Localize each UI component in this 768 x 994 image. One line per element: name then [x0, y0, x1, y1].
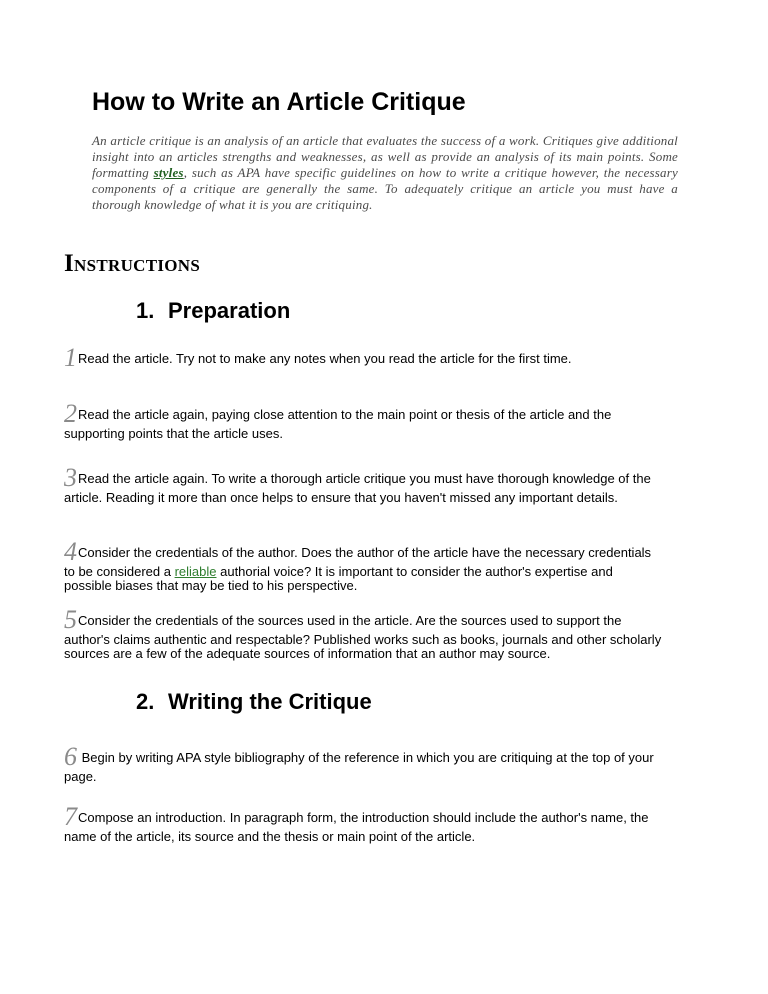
- section-heading-writing: [136, 689, 372, 715]
- step-1: [64, 345, 664, 371]
- instructions-rest: NSTRUCTIONS: [74, 256, 201, 275]
- instructions-heading: [64, 250, 200, 278]
- step-3: [64, 465, 664, 505]
- styles-link[interactable]: styles: [153, 165, 184, 180]
- intro-text-before: An article critique is an analysis of an article that evaluates the success of a work. Critiques give additional insight into an articles strengths and weaknesses, as well as provide an analysis of its main points. Some formatting: [92, 133, 678, 180]
- step-text: Read the article. Try not to make any notes when you read the article for the first time.: [78, 351, 572, 366]
- section-number: 1.: [136, 298, 155, 323]
- step-number: 6: [64, 742, 77, 771]
- step-number: 7: [64, 802, 77, 831]
- section-number: 2.: [136, 689, 155, 714]
- step-text: Begin by writing APA style bibliography of the reference in which you are critiquing at the top of your page.: [64, 750, 654, 784]
- step-6: [64, 744, 664, 784]
- step-text-after: authorial voice? It is important to consider the author's expertise and possible biases that may be tied to his perspective.: [64, 564, 613, 593]
- step-number: 5: [64, 605, 77, 634]
- step-number: 1: [64, 343, 77, 372]
- intro-paragraph: [92, 133, 678, 213]
- step-7: [64, 804, 664, 844]
- step-number: 4: [64, 537, 77, 566]
- page-title: How to Write an Article Critique: [92, 88, 466, 116]
- section-title: Writing the Critique: [168, 689, 372, 714]
- step-2: [64, 401, 664, 441]
- section-title: Preparation: [168, 298, 291, 323]
- reliable-link[interactable]: reliable: [174, 564, 217, 579]
- step-number: 3: [64, 463, 77, 492]
- intro-text-after: , such as APA have specific guidelines on how to write a critique however, the necessary components of a critique are generally the same. To adequately critique an article you must have a thorough knowledge of what it is you are critiquing.: [92, 165, 678, 212]
- step-text: Read the article again. To write a thorough article critique you must have thorough knowledge of the article. Reading it more than once helps to ensure that you haven't missed any important details.: [64, 471, 651, 505]
- step-text: Read the article again, paying close attention to the main point or thesis of the article and the supporting points that the article uses.: [64, 407, 612, 441]
- step-number: 2: [64, 399, 77, 428]
- instructions-initial: I: [64, 250, 75, 277]
- step-text-before: Consider the credentials of the author. Does the author of the article have the necessary credentials to be considered a: [64, 545, 652, 579]
- step-text: Consider the credentials of the sources used in the article. Are the sources used to support the author's claims authentic and respectable? Published works such as books, journals and other scholarly sources are a few of the adequate sources of information that an author may source.: [64, 613, 662, 661]
- section-heading-preparation: [136, 298, 290, 324]
- step-5: [64, 607, 664, 661]
- step-text: Compose an introduction. In paragraph form, the introduction should include the author's name, the name of the article, its source and the thesis or main point of the article.: [64, 810, 649, 844]
- step-4: [64, 539, 664, 593]
